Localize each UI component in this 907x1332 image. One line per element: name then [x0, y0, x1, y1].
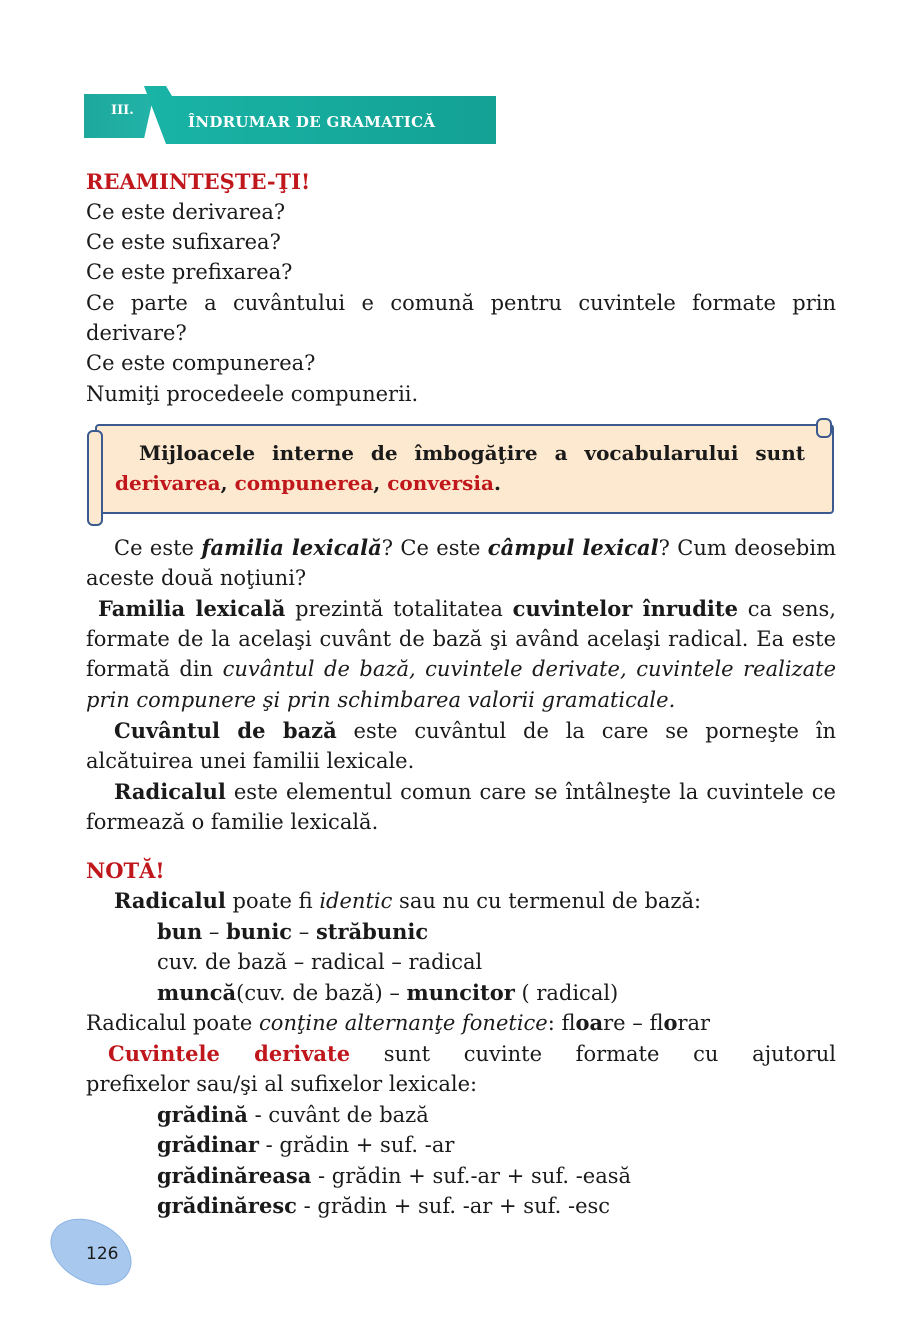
- term: Familia lexicală: [98, 596, 286, 621]
- note-line: Radicalul poate conţine alternanţe fonetice: floare – florar: [86, 1010, 711, 1035]
- note-line: Cuvintele derivate sunt cuvinte formate cu ajutorul: [108, 1041, 836, 1066]
- note-line: prefixelor sau/şi al sufixelor lexicale:: [86, 1072, 478, 1096]
- term: Cuvintele derivate: [108, 1041, 351, 1066]
- reminder-question: Numiţi procedeele compunerii.: [86, 382, 419, 406]
- scroll-line: derivarea, compunerea, conversia.: [115, 471, 501, 495]
- note-heading: NOTĂ!: [86, 858, 165, 883]
- scroll-term: conversia: [387, 471, 494, 495]
- term: Radicalul: [114, 779, 226, 804]
- term: câmpul lexical: [487, 535, 659, 560]
- scroll-term: derivarea: [115, 471, 221, 495]
- example-line: grădinăresc - grădin + suf. -ar + suf. -esc: [157, 1193, 611, 1218]
- reminder-question-continued: derivare?: [86, 321, 187, 345]
- term: familia lexicală: [201, 535, 382, 560]
- reminder-question: Ce este derivarea?: [86, 200, 286, 224]
- paragraph-line: aceste două noţiuni?: [86, 566, 307, 590]
- example-line: cuv. de bază – radical – radical: [157, 950, 483, 974]
- definition-scroll-box: [87, 418, 832, 522]
- example-line: grădinăreasa - grădin + suf.-ar + suf. -easă: [157, 1163, 632, 1188]
- reminder-question: Ce este compunerea?: [86, 351, 316, 375]
- paragraph-line: formată din cuvântul de bază, cuvintele derivate, cuvintele realizate: [86, 657, 836, 681]
- scroll-term: compunerea: [234, 471, 374, 495]
- paragraph-line: Ce este familia lexicală? Ce este câmpul lexical? Cum deosebim: [114, 535, 837, 560]
- scroll-line: Mijloacele interne de îmbogăţire a vocabularului sunt: [139, 441, 805, 465]
- note-line: Radicalul poate fi identic sau nu cu termenul de bază:: [114, 888, 702, 913]
- page-number: 126: [86, 1244, 119, 1264]
- paragraph-line: Radicalul este elementul comun care se întâlneşte la cuvintele ce: [114, 779, 836, 804]
- paragraph-line: Familia lexicală prezintă totalitatea cuvintelor înrudite ca sens,: [98, 596, 836, 621]
- example-line: grădină - cuvânt de bază: [157, 1102, 429, 1127]
- scroll-left-curl: [87, 430, 103, 526]
- scroll-text: [115, 438, 805, 498]
- paragraph-line: formate de la acelaşi cuvânt de bază şi având acelaşi radical. Ea este: [86, 627, 836, 651]
- reminder-question: Ce este sufixarea?: [86, 230, 281, 254]
- example-line: muncă(cuv. de bază) – muncitor ( radical): [157, 980, 619, 1005]
- paragraph-line: Cuvântul de bază este cuvântul de la care se porneşte în: [114, 718, 837, 743]
- example-line: bun – bunic – străbunic: [157, 919, 429, 944]
- term: Radicalul: [114, 888, 226, 913]
- chapter-header-ribbon: [84, 86, 496, 144]
- reminder-question: Ce parte a cuvântului e comună pentru cuvintele formate prin: [86, 291, 836, 315]
- scroll-right-curl: [816, 418, 832, 438]
- reminder-question: Ce este prefixarea?: [86, 260, 293, 284]
- reminder-heading: REAMINTEŞTE-ŢI!: [86, 169, 311, 194]
- paragraph-line: formează o familie lexicală.: [86, 810, 379, 834]
- example-line: grădinar - grădin + suf. -ar: [157, 1132, 455, 1157]
- paragraph-line: alcătuirea unei familii lexicale.: [86, 749, 415, 773]
- term: cuvintelor înrudite: [512, 596, 738, 621]
- chapter-title: ÎNDRUMAR DE GRAMATICĂ: [188, 113, 436, 131]
- term: Cuvântul de bază: [114, 718, 337, 743]
- paragraph-line: prin compunere şi prin schimbarea valorii gramaticale.: [86, 688, 676, 712]
- chapter-number: III.: [111, 103, 134, 118]
